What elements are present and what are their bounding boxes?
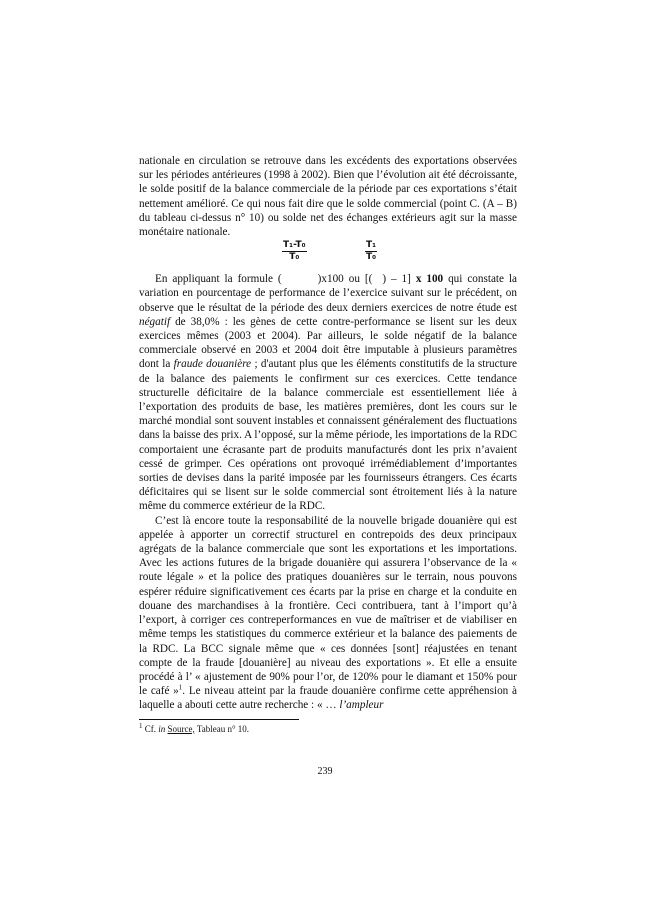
p2-minus1: ) – 1]: [382, 273, 416, 286]
p2-fraude-douaniere: fraude douanière: [173, 358, 252, 371]
p2-x100-bold: x 100: [415, 273, 444, 286]
footnote-rest: Tableau n° 10.: [194, 723, 250, 734]
footnote-reference: 1: [178, 683, 183, 692]
p3-after: . Le niveau atteint par la fraude douanière confirme cette appréhension à laquelle a abouti cette autre recherche : « …: [139, 685, 517, 712]
p2-rest1: qui constate la variation en pourcentage de performance de l’exercice suivant sur le précédent, on observe que le résultat de la période des deux derniers exercices de notre étude est: [139, 273, 518, 314]
paragraph-3: [139, 514, 517, 713]
p2-rest3: ; d'autant plus que les éléments constitutifs de la structure de la balance des paiements le confirment sur ces exercices. Cette tendance structurelle déficitaire de la balance commerciale est essentiellement liée à l’exportation des produits de base, les matières premières, dont les cours sur le marché mondial sont souvent instables et connaissent généralement des fluctuations dans la baisse des prix. A l’opposé, sur la même période, les importations de la RDC comportaient une écrasante part de produits manufacturés dont les prix n’avaient cessé de grimper. Ces opérations ont provoqué irrémédiablement d’importantes sorties de devises dans la parité imposée par les fournisseurs étrangers. Ces écarts déficitaires qui se lisent sur le solde commercial sont étroitement liés à la nature même du commerce extérieur de la RDC.: [139, 358, 518, 513]
fraction-1-numerator: T₁-T₀: [283, 240, 306, 251]
p3-text: C’est là encore toute la responsabilité de la nouvelle brigade douanière qui est appelée à apporter un correctif structurel en contrepoids des deux principaux agrégats de la balance commerciale que sont les exportations et les importations. Avec les actions futures de la brigade douanière qui assurera l’observance de la « route légale » et la police des pratiques douanières sur le terrain, nous pouvons espérer réduire significativement ces écarts par la prise en charge et la conduite en douane des marchandises à la frontière. Ceci contribuera, tant à l’import qu’à l’export, à corriger ces contreperformances en vue de maîtriser et de viabiliser en même temps les statistiques du commerce extérieur et la balance des paiements de la RDC. La BCC signale même que « ces données [sont] réajustées en tenant compte de la fraude [douanière] au niveau des exportations ». Et elle a ensuite procédé à l’ « ajustement de 90% pour l’or, de 120% pour le diamant et 150% pour le café »: [139, 514, 517, 698]
paragraph-2: [139, 272, 517, 513]
p2-start: En appliquant la formule (: [155, 273, 282, 286]
p2-x100: )x100: [317, 273, 344, 286]
footnote-divider: [139, 719, 299, 720]
fraction-2-denominator: T₀: [366, 252, 377, 263]
fraction-ratio: [365, 240, 377, 263]
page-body: [139, 154, 517, 735]
footnote-in: in: [158, 723, 166, 734]
paragraph-1: nationale en circulation se retrouve dans les excédents des exportations observées sur les périodes antérieures (1998 à 2002). Bien que l’évolution ait été décroissante, le solde positif de la balance commerciale de la période par ces exportations s’était nettement amélioré. Ce qui nous fait dire que le solde commercial (point C. (A – B) du tableau ci-dessus n° 10) ou solde net des échanges extérieurs agit sur la masse monétaire nationale.: [139, 155, 517, 239]
p2-ou: ou [(: [343, 273, 373, 286]
p3-italic-end: l’ampleur: [339, 699, 384, 712]
footnote-mark: 1: [139, 721, 143, 730]
fraction-2-numerator: T₁: [366, 240, 377, 251]
footnote-cf: Cf.: [142, 723, 159, 734]
fraction-variation: [282, 240, 307, 263]
footnote: [139, 723, 517, 735]
p2-negatif: négatif: [139, 315, 171, 328]
fraction-1-denominator: T₀: [289, 252, 300, 263]
footnote-source: Source,: [167, 723, 195, 734]
p2-rest2: de 38,0% : les gènes de cette contre-performance se lisent sur les deux exercices mêmes (2003 et 2004). Par ailleurs, le solde négatif de la balance commerciale observé en 2003 et 2004 doit être imputable à plusieurs paramètres dont la: [139, 315, 517, 371]
page-number: 239: [317, 766, 333, 777]
formula: [139, 240, 517, 268]
